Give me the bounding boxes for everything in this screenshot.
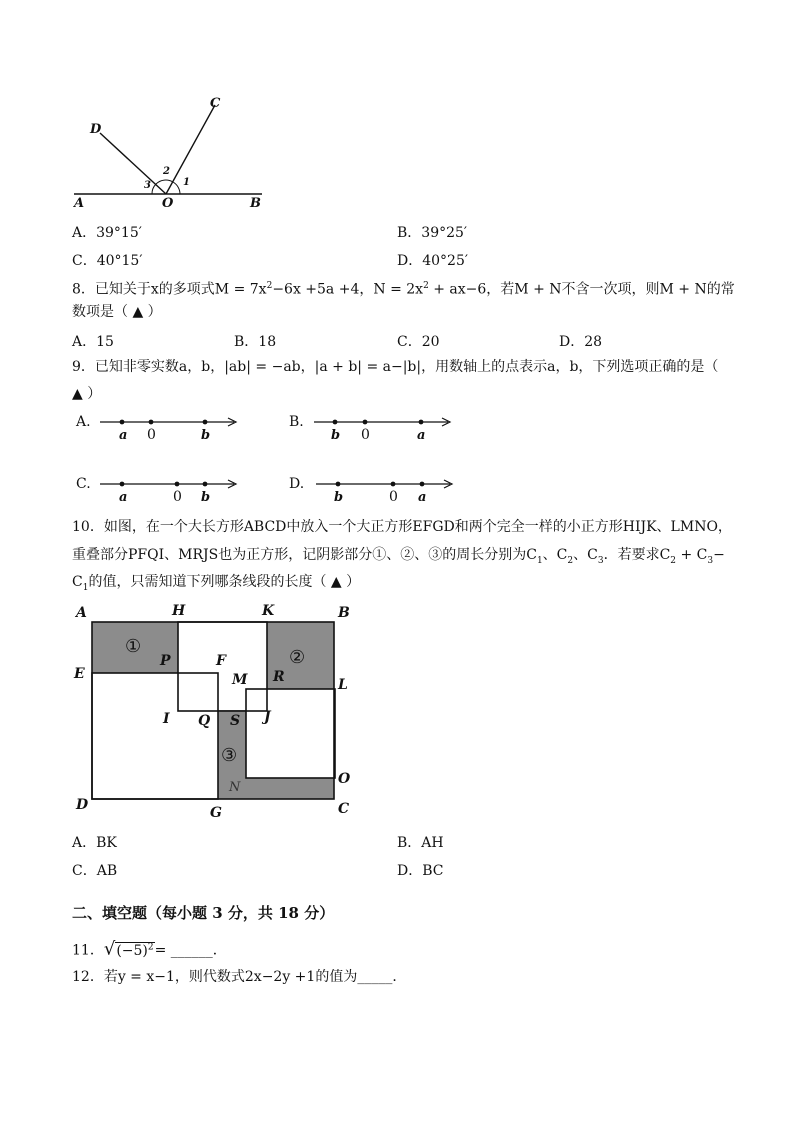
q10-label-h: H — [172, 603, 186, 619]
q7-angle-1-label: 1 — [183, 177, 190, 188]
q10-text-c: 、C — [573, 547, 598, 563]
q8-sup-1: 2 — [266, 281, 273, 291]
q10-label-b: B — [338, 605, 350, 621]
q8-text-c: + ax−6，若M + N不含一次项，则M + N的常 — [428, 281, 735, 298]
q10-region-1-label: ① — [125, 636, 142, 657]
q9-a-point-3: b — [201, 428, 211, 443]
q9-option-a-label: A. — [76, 414, 91, 430]
q7-option-d: D．40°25′ — [397, 253, 469, 269]
q9-a-point-1: a — [119, 428, 128, 443]
q9-option-c-label: C. — [76, 476, 91, 492]
q11-radicand-text: (−5) — [116, 942, 148, 959]
q7-label-b: B — [250, 196, 261, 211]
q10-label-p: P — [160, 653, 171, 669]
q10-label-e: E — [74, 666, 85, 682]
q10-sub-2: 2 — [567, 555, 574, 566]
q9-d-point-3: a — [418, 490, 427, 505]
q9-option-d-label: D. — [289, 476, 305, 492]
q7-label-o: O — [162, 196, 174, 211]
q9-stem-line2: ▲ ） — [72, 386, 102, 402]
q11-sup: 2 — [147, 942, 154, 952]
q7-label-c: C — [210, 96, 221, 111]
q10-label-m: M — [232, 672, 248, 688]
q10-stem-line1: 10．如图，在一个大长方形ABCD中放入一个大正方形EFGD和两个完全一样的小正方形HIJK、LMNO， — [72, 519, 732, 535]
q10-label-r: R — [273, 669, 285, 685]
q9-c-point-2: 0 — [173, 489, 182, 505]
q10-option-b: B．AH — [397, 835, 444, 851]
q10-option-a: A．BK — [72, 835, 117, 851]
q9-a-point-2: 0 — [147, 427, 156, 443]
q10-label-o: O — [338, 771, 351, 787]
q8-text-a: 8．已知关于x的多项式M = 7x — [72, 281, 267, 298]
sqrt-sign-icon: √ — [103, 938, 116, 960]
q10-text-a: 重叠部分PFQI、MRJS也为正方形，记阴影部分①、②、③的周长分别为C — [72, 547, 537, 563]
section-2-title: 二、填空题（每小题 3 分，共 18 分） — [72, 904, 335, 922]
q8-option-b: B．18 — [234, 334, 277, 350]
q10-label-i: I — [163, 711, 170, 727]
q10-label-f: F — [216, 653, 226, 669]
q10-label-l: L — [338, 677, 348, 693]
q10-text-g: C — [72, 574, 83, 590]
q9-option-b-label: B. — [289, 414, 304, 430]
q11-stem — [72, 938, 227, 962]
q7-label-a: A — [74, 196, 85, 211]
q10-text-d: ．若要求C — [603, 547, 671, 563]
q10-label-d: D — [76, 797, 89, 813]
q10-label-n: N — [229, 780, 241, 795]
q9-b-point-3: a — [417, 428, 426, 443]
q7-option-a: A．39°15′ — [72, 225, 142, 241]
q10-label-k: K — [262, 603, 275, 619]
q10-text-h: 的值，只需知道下列哪条线段的长度（ ▲ ） — [88, 574, 361, 590]
q9-b-point-1: b — [331, 428, 341, 443]
q10-label-q: Q — [198, 713, 211, 729]
q10-text-b: 、C — [542, 547, 568, 563]
q11-radicand — [115, 942, 154, 959]
q10-text-f: − — [713, 547, 725, 563]
q10-label-g: G — [210, 805, 222, 821]
q10-option-d: D．BC — [397, 863, 444, 879]
q9-d-point-1: b — [334, 490, 344, 505]
q10-sub-6: 1 — [82, 582, 89, 593]
q8-option-a: A．15 — [72, 334, 114, 350]
q9-d-point-2: 0 — [389, 489, 398, 505]
q8-option-c: C．20 — [397, 334, 440, 350]
q8-stem-line2: 数项是（ ▲ ） — [72, 304, 162, 320]
q12-stem: 12．若y = x−1，则代数式2x−2y +1的值为_____． — [72, 969, 407, 985]
q7-option-b: B．39°25′ — [397, 225, 468, 241]
q7-angle-2-label: 2 — [163, 166, 170, 177]
q7-label-d: D — [90, 122, 102, 137]
q10-region-2-label: ② — [289, 647, 306, 668]
q9-b-point-2: 0 — [361, 427, 370, 443]
q7-option-c: C．40°15′ — [72, 253, 143, 269]
q10-region-3-label: ③ — [221, 745, 238, 766]
q10-label-s: S — [230, 713, 241, 729]
q10-label-c: C — [338, 801, 350, 817]
q7-angle-3-label: 3 — [144, 180, 151, 191]
q11-blank: = ______． — [154, 942, 227, 959]
q10-sub-4: 2 — [670, 555, 677, 566]
q10-sub-1: 1 — [536, 555, 543, 566]
q11-number: 11． — [72, 942, 104, 959]
q9-c-point-3: b — [201, 490, 211, 505]
q10-label-j: J — [264, 709, 271, 725]
q10-sub-3: 3 — [597, 555, 604, 566]
q10-label-a: A — [76, 605, 87, 621]
q8-text-b: −6x +5a +4，N = 2x — [272, 281, 424, 298]
q10-sub-5: 3 — [707, 555, 714, 566]
q9-c-point-1: a — [119, 490, 128, 505]
q9-stem-line1: 9．已知非零实数a，b，|ab| = −ab，|a + b| = a−|b|，用数轴上的点表示a，b，下列选项正确的是（ — [72, 359, 719, 375]
q10-text-e: + C — [676, 547, 708, 563]
q10-option-c: C．AB — [72, 863, 118, 879]
q8-sup-2: 2 — [423, 281, 429, 291]
q8-option-d: D．28 — [559, 334, 603, 350]
